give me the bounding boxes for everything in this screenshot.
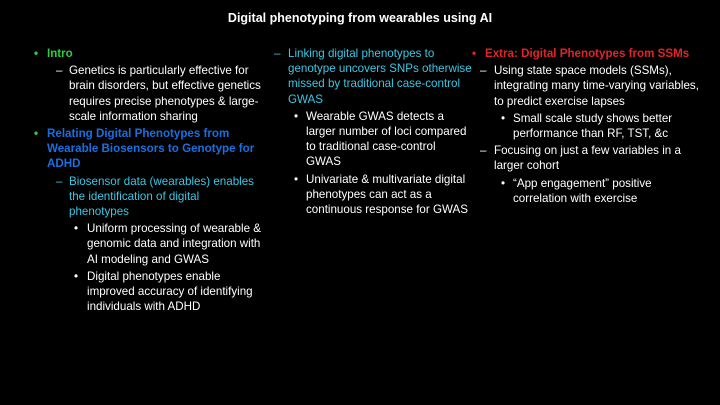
list-item-text: Univariate & multivariate digital phenotypes can act as a continuous response for GWAS — [306, 172, 468, 217]
column-left — [34, 46, 262, 316]
bullet-icon: • — [472, 47, 477, 60]
bullet-icon: • — [501, 111, 506, 125]
adhd-heading: Relating Digital Phenotypes from Wearable Biosensors to Genotype for ADHD — [47, 127, 255, 171]
extra-heading: Extra: Digital Phenotypes from SSMs — [485, 47, 690, 60]
cohort-subitem-text: Focusing on just a few variables in a larger cohort — [494, 144, 681, 173]
intro-heading: Intro — [47, 47, 73, 60]
linking-subitem — [272, 46, 472, 107]
ssm-subitem-text: Using state space models (SSMs), integrating many time-varying variables, to predict exercise lapses — [494, 64, 699, 108]
dash-icon: – — [480, 144, 487, 158]
bullet-icon: • — [294, 172, 299, 186]
adhd-heading-item — [34, 126, 262, 172]
list-item-text: “App engagement” positive correlation with exercise — [513, 176, 652, 205]
dash-icon: – — [56, 64, 63, 78]
list-item-text: Small scale study shows better performance than RF, TST, &c — [513, 111, 673, 141]
bullet-icon: • — [74, 269, 79, 283]
list-item — [34, 269, 262, 315]
slide-title: Digital phenotyping from wearables using AI — [227, 11, 493, 25]
intro-subitem-text: Genetics is particularly effective for brain disorders, but effective genetics requires precise phenotypes & large-scale information sharing — [69, 64, 261, 123]
list-item-text: Digital phenotypes enable improved accuracy of identifying individuals with ADHD — [87, 269, 253, 314]
list-item — [272, 109, 472, 170]
intro-subitem — [34, 63, 262, 124]
list-item — [472, 176, 704, 206]
extra-heading-item — [472, 46, 704, 61]
bullet-icon: • — [501, 176, 506, 190]
column-right — [472, 46, 704, 208]
bullet-icon: • — [34, 127, 39, 141]
linking-subitem-text: Linking digital phenotypes to genotype uncovers SNPs otherwise missed by traditional case-control GWAS — [288, 47, 472, 106]
cohort-subitem — [472, 143, 704, 173]
biosensor-subitem-text: Biosensor data (wearables) enables the identification of digital phenotypes — [69, 174, 254, 219]
ssm-subitem — [472, 63, 704, 109]
dash-icon: – — [274, 47, 281, 60]
intro-item — [34, 46, 262, 61]
list-item — [272, 172, 472, 218]
list-item — [34, 221, 262, 267]
dash-icon: – — [480, 64, 487, 78]
bullet-icon: • — [74, 222, 79, 236]
biosensor-subitem — [34, 174, 262, 220]
list-item-text: Wearable GWAS detects a larger number of loci compared to traditional case-control GWAS — [306, 109, 467, 169]
bullet-icon: • — [294, 109, 299, 123]
list-item-text: Uniform processing of wearable & genomic data and integration with AI modeling and GWAS — [87, 222, 261, 266]
dash-icon: – — [56, 174, 63, 188]
bullet-icon: • — [34, 47, 39, 60]
column-middle — [272, 46, 472, 219]
list-item — [472, 111, 704, 141]
